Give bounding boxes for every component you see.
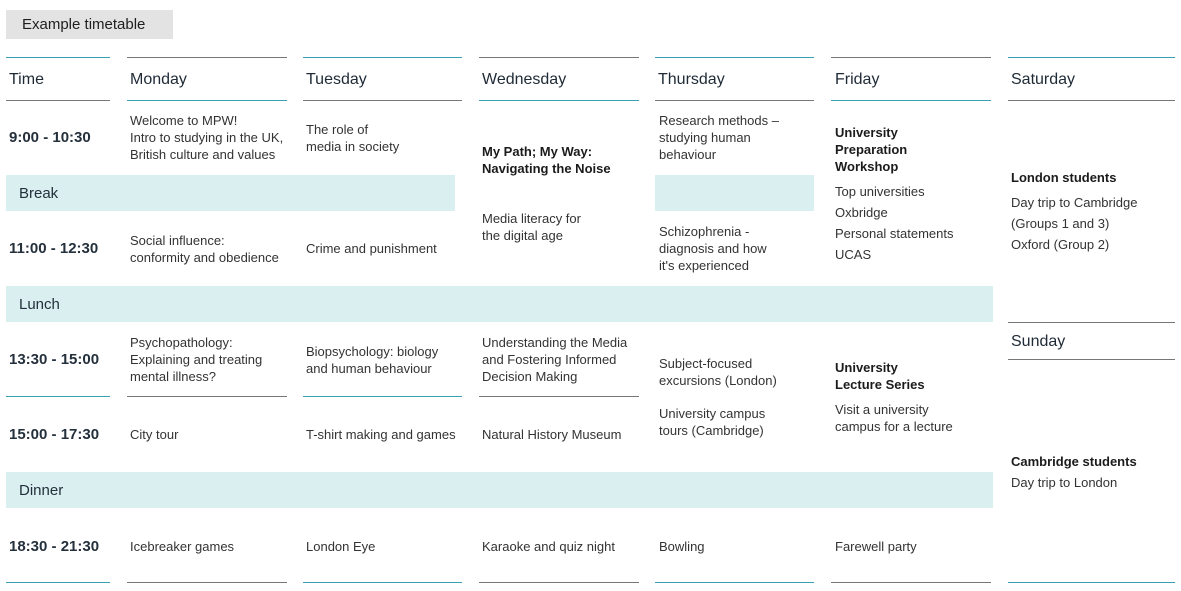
time-slot-1: 9:00 - 10:30 (9, 129, 91, 146)
list-item: Oxbridge (835, 205, 888, 220)
wednesday-session-3: Understanding the Media and Fostering Informed Decision Making (482, 335, 628, 384)
header-time: Time (9, 71, 44, 88)
wednesday-session-1: My Path; My Way: Navigating the Noise (482, 144, 611, 176)
list-item: UCAS (835, 247, 872, 262)
thursday-session-3b: University campus tours (Cambridge) (659, 406, 766, 438)
tuesday-session-2: Crime and punishment (306, 241, 437, 256)
header-saturday: Saturday (1011, 71, 1076, 88)
thursday-session-5: Bowling (659, 539, 705, 554)
wednesday-session-2: Media literacy for the digital age (482, 211, 581, 243)
header-wednesday: Wednesday (482, 71, 567, 88)
time-slot-2: 11:00 - 12:30 (9, 240, 99, 257)
tuesday-session-1: The role of media in society (306, 122, 400, 154)
sunday-line: Day trip to London (1011, 475, 1118, 490)
bottom-rule-friday (831, 582, 991, 583)
list-item: Personal statements (835, 226, 954, 241)
monday-session-3: Psychopathology: Explaining and treating mental illness? (130, 335, 263, 384)
rule-monday-afternoon (127, 396, 287, 397)
hdr-rule-wednesday (479, 100, 639, 101)
top-rule-thursday (655, 57, 814, 58)
header-monday: Monday (130, 71, 187, 88)
monday-session-5: Icebreaker games (130, 539, 235, 554)
monday-session-4: City tour (130, 427, 179, 442)
time-slot-3: 13:30 - 15:00 (9, 351, 100, 368)
tuesday-session-5: London Eye (306, 539, 376, 554)
friday-session-5: Farewell party (835, 539, 917, 554)
monday-session-2: Social influence: conformity and obedience (130, 233, 279, 265)
rule-wednesday-afternoon (479, 396, 639, 397)
hdr-rule-saturday (1008, 100, 1175, 101)
dinner-label: Dinner (19, 482, 64, 499)
thursday-session-1: Research methods – studying human behaviour (659, 113, 779, 162)
sunday-heading: Cambridge students (1011, 454, 1137, 469)
bottom-rule-tuesday (303, 582, 462, 583)
bottom-rule-time (6, 582, 110, 583)
hdr-rule-time (6, 100, 110, 101)
break-band (6, 175, 455, 211)
top-rule-time (6, 57, 110, 58)
header-friday: Friday (835, 71, 880, 88)
friday-session-3-title: University Lecture Series (835, 360, 925, 392)
sunday-top-rule (1008, 322, 1175, 323)
time-slot-4: 15:00 - 17:30 (9, 426, 100, 443)
time-slot-5: 18:30 - 21:30 (9, 538, 100, 555)
list-item: (Groups 1 and 3) (1011, 216, 1110, 231)
rule-time-afternoon (6, 396, 110, 397)
break-band-thursday (655, 175, 814, 211)
dinner-band (6, 472, 993, 508)
hdr-rule-thursday (655, 100, 814, 101)
list-item: Top universities (835, 184, 925, 199)
friday-session-1-title: University Preparation Workshop (835, 125, 908, 174)
lunch-label: Lunch (19, 296, 60, 313)
list-item: Oxford (Group 2) (1011, 237, 1110, 252)
friday-workshop-list (835, 181, 954, 265)
wednesday-session-5: Karaoke and quiz night (482, 539, 615, 554)
bottom-rule-thursday (655, 582, 814, 583)
header-sunday: Sunday (1011, 333, 1066, 350)
lunch-band (6, 286, 993, 322)
tuesday-session-4: T-shirt making and games (306, 427, 456, 442)
bottom-rule-monday (127, 582, 287, 583)
top-rule-saturday (1008, 57, 1175, 58)
hdr-rule-tuesday (303, 100, 462, 101)
top-rule-wednesday (479, 57, 639, 58)
sunday-hdr-rule (1008, 359, 1175, 360)
header-thursday: Thursday (658, 71, 725, 88)
wednesday-session-4: Natural History Museum (482, 427, 622, 442)
rule-tuesday-afternoon (303, 396, 462, 397)
thursday-session-3a: Subject-focused excursions (London) (659, 356, 777, 388)
bottom-rule-wednesday (479, 582, 639, 583)
list-item: Day trip to Cambridge (1011, 195, 1138, 210)
header-tuesday: Tuesday (306, 71, 367, 88)
saturday-list (1011, 192, 1137, 255)
thursday-session-2: Schizophrenia - diagnosis and how it's experienced (659, 224, 767, 273)
saturday-heading: London students (1011, 170, 1117, 185)
friday-session-3-desc: Visit a university campus for a lecture (835, 402, 953, 434)
hdr-rule-monday (127, 100, 287, 101)
top-rule-tuesday (303, 57, 462, 58)
top-rule-monday (127, 57, 287, 58)
monday-session-1: Welcome to MPW! Intro to studying in the UK, British culture and values (130, 113, 284, 162)
break-label: Break (19, 185, 59, 202)
timetable-title: Example timetable (6, 10, 173, 39)
tuesday-session-3: Biopsychology: biology and human behaviour (306, 344, 439, 376)
bottom-rule-saturday (1008, 582, 1175, 583)
top-rule-friday (831, 57, 991, 58)
hdr-rule-friday (831, 100, 991, 101)
